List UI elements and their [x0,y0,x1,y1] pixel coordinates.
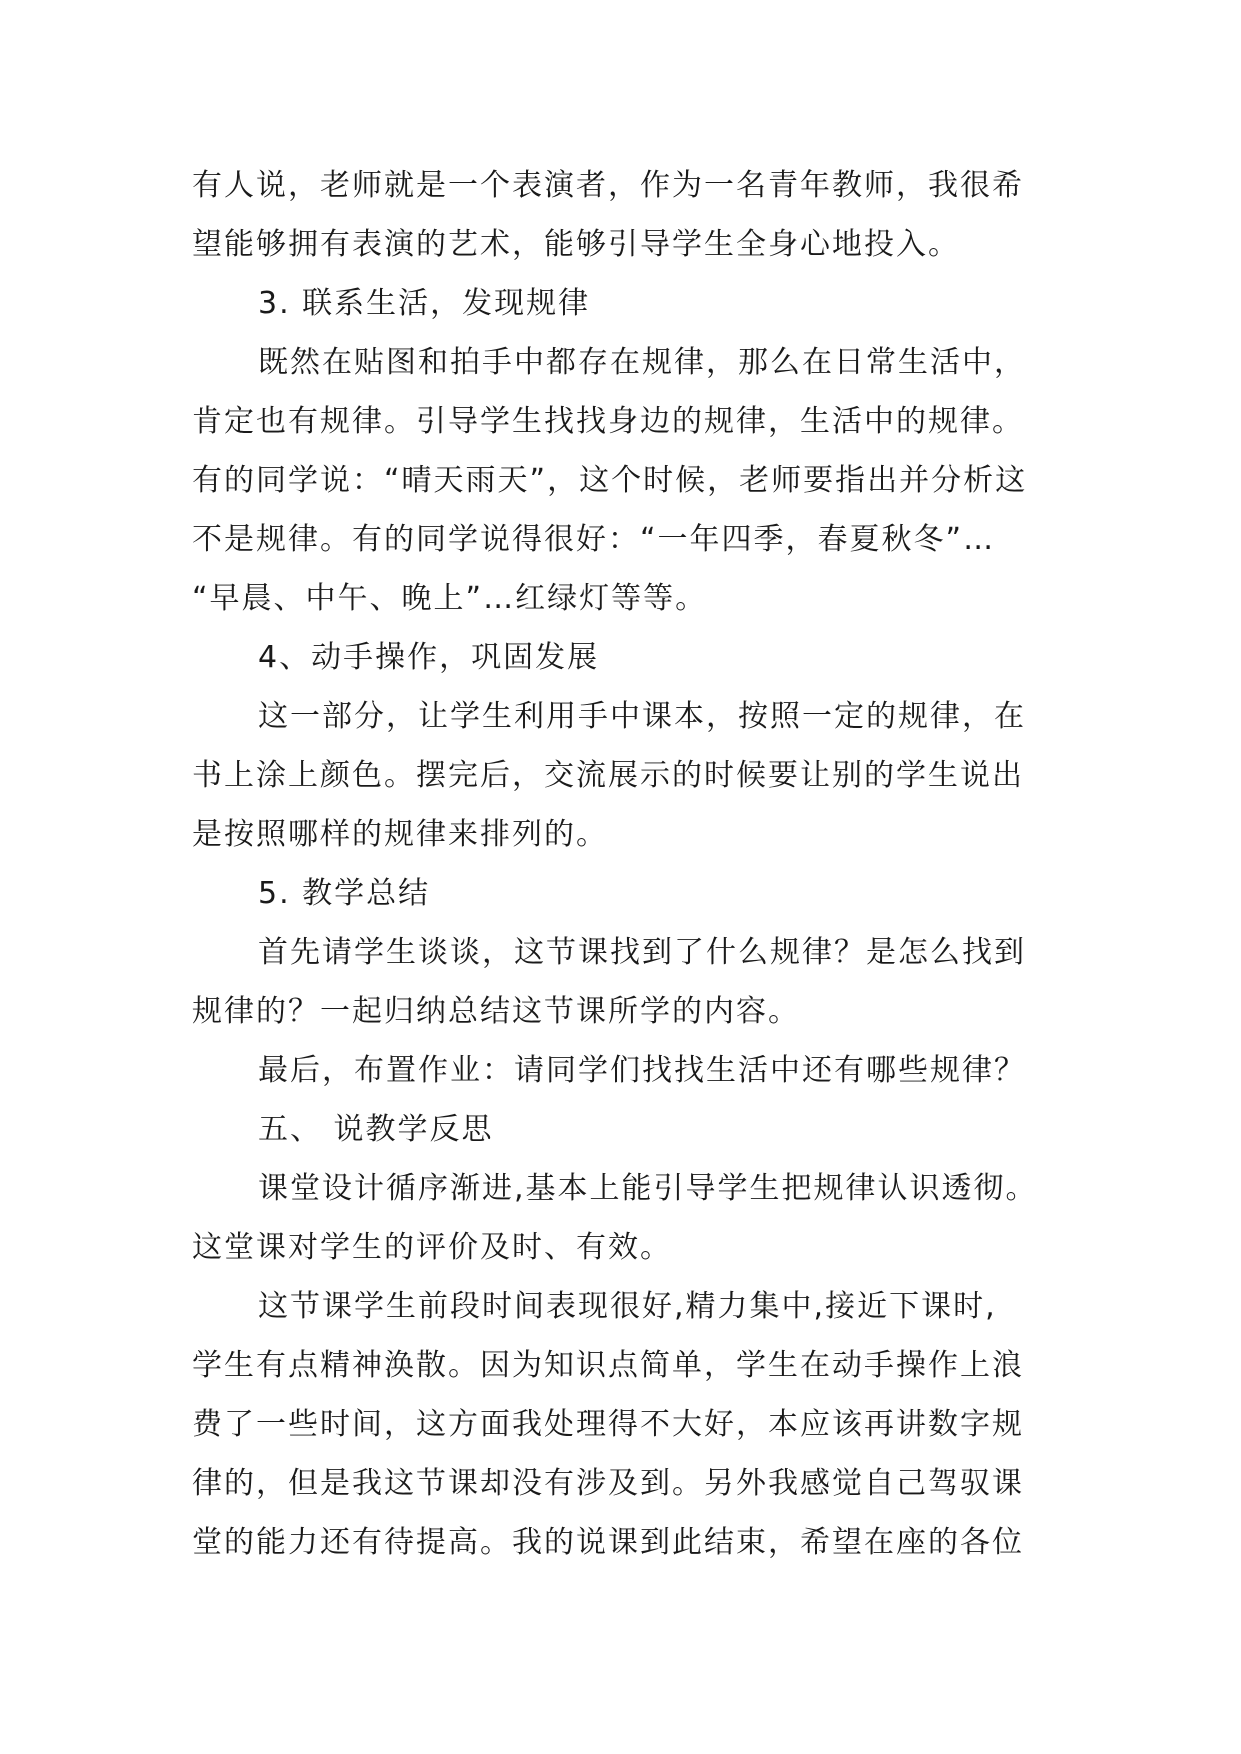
section-heading: 3. 联系生活，发现规律 [258,286,591,321]
text-line: 望能够拥有表演的艺术，能够引导学生全身心地投入。 [192,227,960,262]
text-line: 费了一些时间，这方面我处理得不大好，本应该再讲数字规 [192,1407,1024,1442]
text-line: 是按照哪样的规律来排列的。 [192,817,608,852]
text-line: “早晨、中午、晚上”…红绿灯等等。 [192,581,708,616]
section-heading: 五、 说教学反思 [258,1112,494,1147]
text-line: 最后，布置作业：请同学们找找生活中还有哪些规律？ [258,1053,1026,1088]
text-line: 有的同学说：“晴天雨天”，这个时候，老师要指出并分析这 [192,463,1028,498]
text-line: 律的，但是我这节课却没有涉及到。另外我感觉自己驾驭课 [192,1466,1024,1501]
text-line: 规律的？一起归纳总结这节课所学的内容。 [192,994,800,1029]
text-line: 这节课学生前段时间表现很好,精力集中,接近下课时, [258,1289,997,1324]
text-line: 学生有点精神涣散。因为知识点简单，学生在动手操作上浪 [192,1348,1024,1383]
text-line: 既然在贴图和拍手中都存在规律，那么在日常生活中， [258,345,1026,380]
text-line: 这堂课对学生的评价及时、有效。 [192,1230,672,1265]
text-line: 课堂设计循序渐进,基本上能引导学生把规律认识透彻。 [258,1171,1038,1206]
section-heading: 4、动手操作，巩固发展 [258,640,600,675]
text-line: 书上涂上颜色。摆完后，交流展示的时候要让别的学生说出 [192,758,1024,793]
text-line: 肯定也有规律。引导学生找找身边的规律，生活中的规律。 [192,404,1024,439]
text-line: 堂的能力还有待提高。我的说课到此结束，希望在座的各位 [192,1525,1024,1560]
text-line: 有人说，老师就是一个表演者，作为一名青年教师，我很希 [192,168,1024,203]
text-line: 不是规律。有的同学说得很好：“一年四季，春夏秋冬”… [192,522,996,557]
section-heading: 5. 教学总结 [258,876,431,911]
text-line: 首先请学生谈谈，这节课找到了什么规律？是怎么找到 [258,935,1026,970]
text-line: 这一部分，让学生利用手中课本，按照一定的规律，在 [258,699,1026,734]
